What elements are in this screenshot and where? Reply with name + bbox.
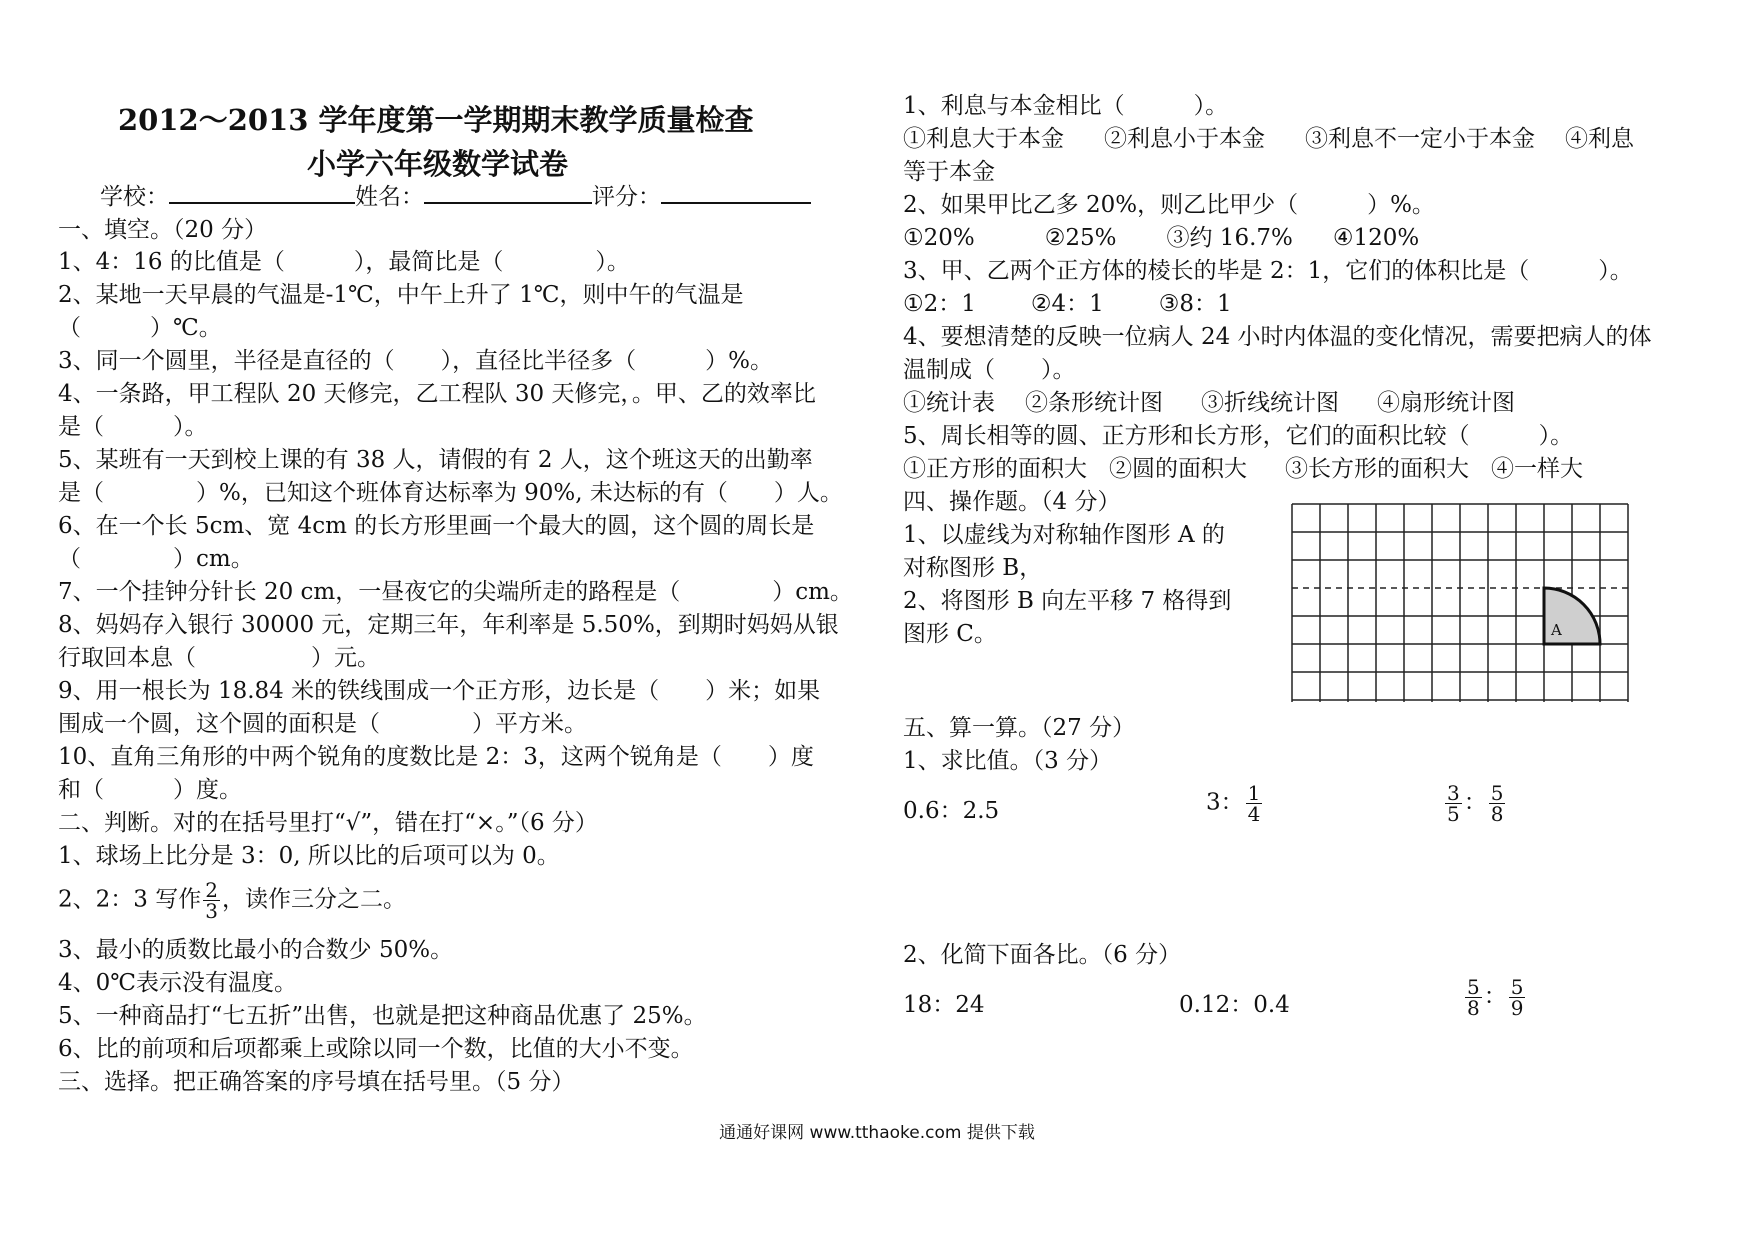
choice-q5-options (903, 454, 1583, 484)
section5-2-heading: 2、化简下面各比。（6 分） (903, 942, 1182, 968)
school-blank[interactable] (169, 182, 355, 204)
score-blank[interactable] (661, 182, 811, 204)
option: ①20% (903, 225, 975, 251)
fill-line: 行取回本息（ ）元。 (58, 645, 380, 671)
section3-heading: 三、选择。把正确答案的序号填在括号里。（5 分） (58, 1069, 575, 1095)
section5-heading: 五、算一算。（27 分） (903, 715, 1136, 741)
fill-line: 围成一个圆，这个圆的面积是（ ）平方米。 (58, 711, 587, 737)
judge-q5: 5、一种商品打“七五折”出售，也就是把这种商品优惠了 25%。 (58, 1003, 707, 1029)
operation-line: 图形 C。 (903, 621, 997, 647)
fraction-5-8: $\frac{5}{8}$ (1490, 781, 1504, 826)
option: ③8：1 (1158, 291, 1232, 317)
footer-source: 通通好课网 www.tthaoke.com 提供下载 (719, 1123, 1035, 1143)
choice-q4-line2: 温制成（ ）。 (903, 357, 1076, 383)
option: ②25% (1044, 225, 1117, 251)
operation-line: 1、以虚线为对称轴作图形 A 的 (903, 522, 1225, 548)
name-label: 姓名： (355, 184, 424, 210)
judge-q3: 3、最小的质数比最小的合数少 50%。 (58, 937, 454, 963)
fill-line: 5、某班有一天到校上课的有 38 人，请假的有 2 人，这个班这天的出勤率 (58, 447, 813, 473)
choice-q2-options (903, 223, 1419, 253)
option: ④一样大 (1491, 456, 1583, 482)
choice-q1-option4-cont: 等于本金 (903, 159, 995, 185)
choice-q4-line1: 4、要想清楚的反映一位病人 24 小时内体温的变化情况，需要把病人的体 (903, 324, 1652, 350)
fill-line: 是（ ）。 (58, 414, 208, 440)
name-blank[interactable] (424, 182, 592, 204)
ratio-prefix: 3： (1206, 789, 1244, 816)
fraction-2-3: $\frac{2}{3}$ (205, 878, 218, 923)
fill-line: 7、一个挂钟分针长 20 cm，一昼夜它的尖端所走的路程是（ ）cm。 (58, 579, 853, 605)
ratio-5/8-5/9 (1463, 977, 1527, 1018)
operation-line: 对称图形 B， (903, 555, 1043, 581)
option: ④120% (1332, 225, 1420, 251)
section4-heading: 四、操作题。（4 分） (903, 489, 1121, 515)
option: ①利息大于本金 (903, 126, 1064, 152)
fill-line: 8、妈妈存入银行 30000 元，定期三年，年利率是 5.50%，到期时妈妈从银 (58, 612, 839, 638)
fill-line: 4、一条路，甲工程队 20 天修完，乙工程队 30 天修完，。甲、乙的效率比 (58, 381, 816, 407)
fraction-3-5: $\frac{3}{5}$ (1447, 781, 1460, 826)
ratio-0.12-0.4: 0.12：0.4 (1179, 992, 1290, 1018)
operation-line: 2、将图形 B 向左平移 7 格得到 (903, 588, 1232, 614)
choice-q1-options (903, 124, 1634, 154)
fill-line: 3、同一个圆里，半径是直径的（ ），直径比半径多（ ）%。 (58, 348, 773, 374)
exam-title-line2: 小学六年级数学试卷 (307, 147, 569, 181)
choice-q1: 1、利息与本金相比（ ）。 (903, 93, 1229, 119)
fill-line: 是（ ）%，已知这个班体育达标率为 90%, 未达标的有（ ）人。 (58, 480, 843, 506)
ratio-sep: ： (1483, 983, 1507, 1010)
exam-title-line1: 2012～2013 学年度第一学期期末教学质量检查 (118, 103, 754, 137)
option: ②4：1 (1030, 291, 1104, 317)
option: ③折线统计图 (1201, 390, 1339, 416)
option: ②条形统计图 (1025, 390, 1163, 416)
judge-q4: 4、0℃表示没有温度。 (58, 970, 297, 996)
option: ①统计表 (903, 390, 995, 416)
fill-line: 1、4：16 的比值是（ ），最简比是（ ）。 (58, 249, 630, 275)
fill-line: （ ）cm。 (58, 546, 254, 572)
choice-q3: 3、甲、乙两个正方体的棱长的毕是 2：1，它们的体积比是（ ）。 (903, 258, 1633, 284)
choice-q5: 5、周长相等的圆、正方形和长方形，它们的面积比较（ ）。 (903, 423, 1574, 449)
ratio-18-24: 18：24 (903, 992, 985, 1018)
fill-line: 和（ ）度。 (58, 777, 242, 803)
ratio-3-1/4 (1206, 783, 1264, 824)
fill-line: 9、用一根长为 18.84 米的铁线围成一个正方形，边长是（ ）米；如果 (58, 678, 821, 704)
choice-q2: 2、如果甲比乙多 20%，则乙比甲少（ ）%。 (903, 192, 1435, 218)
fill-line: 2、某地一天早晨的气温是-1℃，中午上升了 1℃，则中午的气温是 (58, 282, 744, 308)
ratio-3/5-5/8 (1443, 783, 1507, 824)
judge-q2-suffix: ，读作三分之二。 (221, 886, 406, 913)
choice-q4-options (903, 388, 1515, 418)
judge-q1: 1、球场上比分是 3：0, 所以比的后项可以为 0。 (58, 843, 560, 869)
option: ②圆的面积大 (1109, 456, 1247, 482)
option: ②利息小于本金 (1104, 126, 1265, 152)
judge-q2-prefix: 2、2：3 写作 (58, 886, 202, 913)
fraction-5-8: $\frac{5}{8}$ (1467, 975, 1480, 1020)
option: ③长方形的面积大 (1285, 456, 1469, 482)
option: ①2：1 (903, 291, 976, 317)
school-label: 学校： (100, 184, 169, 210)
option: ④扇形统计图 (1377, 390, 1515, 416)
ratio-0.6-2.5: 0.6：2.5 (903, 798, 1000, 824)
option: ③约 16.7% (1166, 225, 1293, 251)
section1-heading: 一、填空。（20 分） (58, 217, 268, 243)
section2-heading: 二、判断。对的在括号里打“√”，错在打“×。”（6 分） (58, 810, 598, 836)
info-row (100, 182, 811, 212)
fill-line: 6、在一个长 5cm、宽 4cm 的长方形里画一个最大的圆，这个圆的周长是 (58, 513, 815, 539)
judge-q2 (58, 880, 406, 921)
fraction-5-9: $\frac{5}{9}$ (1510, 975, 1524, 1020)
option: ④利息 (1565, 126, 1634, 152)
score-label: 评分： (592, 184, 661, 210)
fill-line: 10、直角三角形的中两个锐角的度数比是 2：3，这两个锐角是（ ）度 (58, 744, 814, 770)
choice-q3-options (903, 289, 1232, 319)
symmetry-grid (1290, 502, 1650, 732)
option: ③利息不一定小于本金 (1305, 126, 1535, 152)
option: ①正方形的面积大 (903, 456, 1087, 482)
ratio-sep: ： (1463, 789, 1487, 816)
fraction-1-4: $\frac{1}{4}$ (1247, 781, 1261, 826)
shape-a-label: A (1551, 621, 1562, 639)
judge-q6: 6、比的前项和后项都乘上或除以同一个数，比值的大小不变。 (58, 1036, 694, 1062)
fill-line: （ ）℃。 (58, 315, 222, 341)
section5-1-heading: 1、求比值。（3 分） (903, 748, 1113, 774)
